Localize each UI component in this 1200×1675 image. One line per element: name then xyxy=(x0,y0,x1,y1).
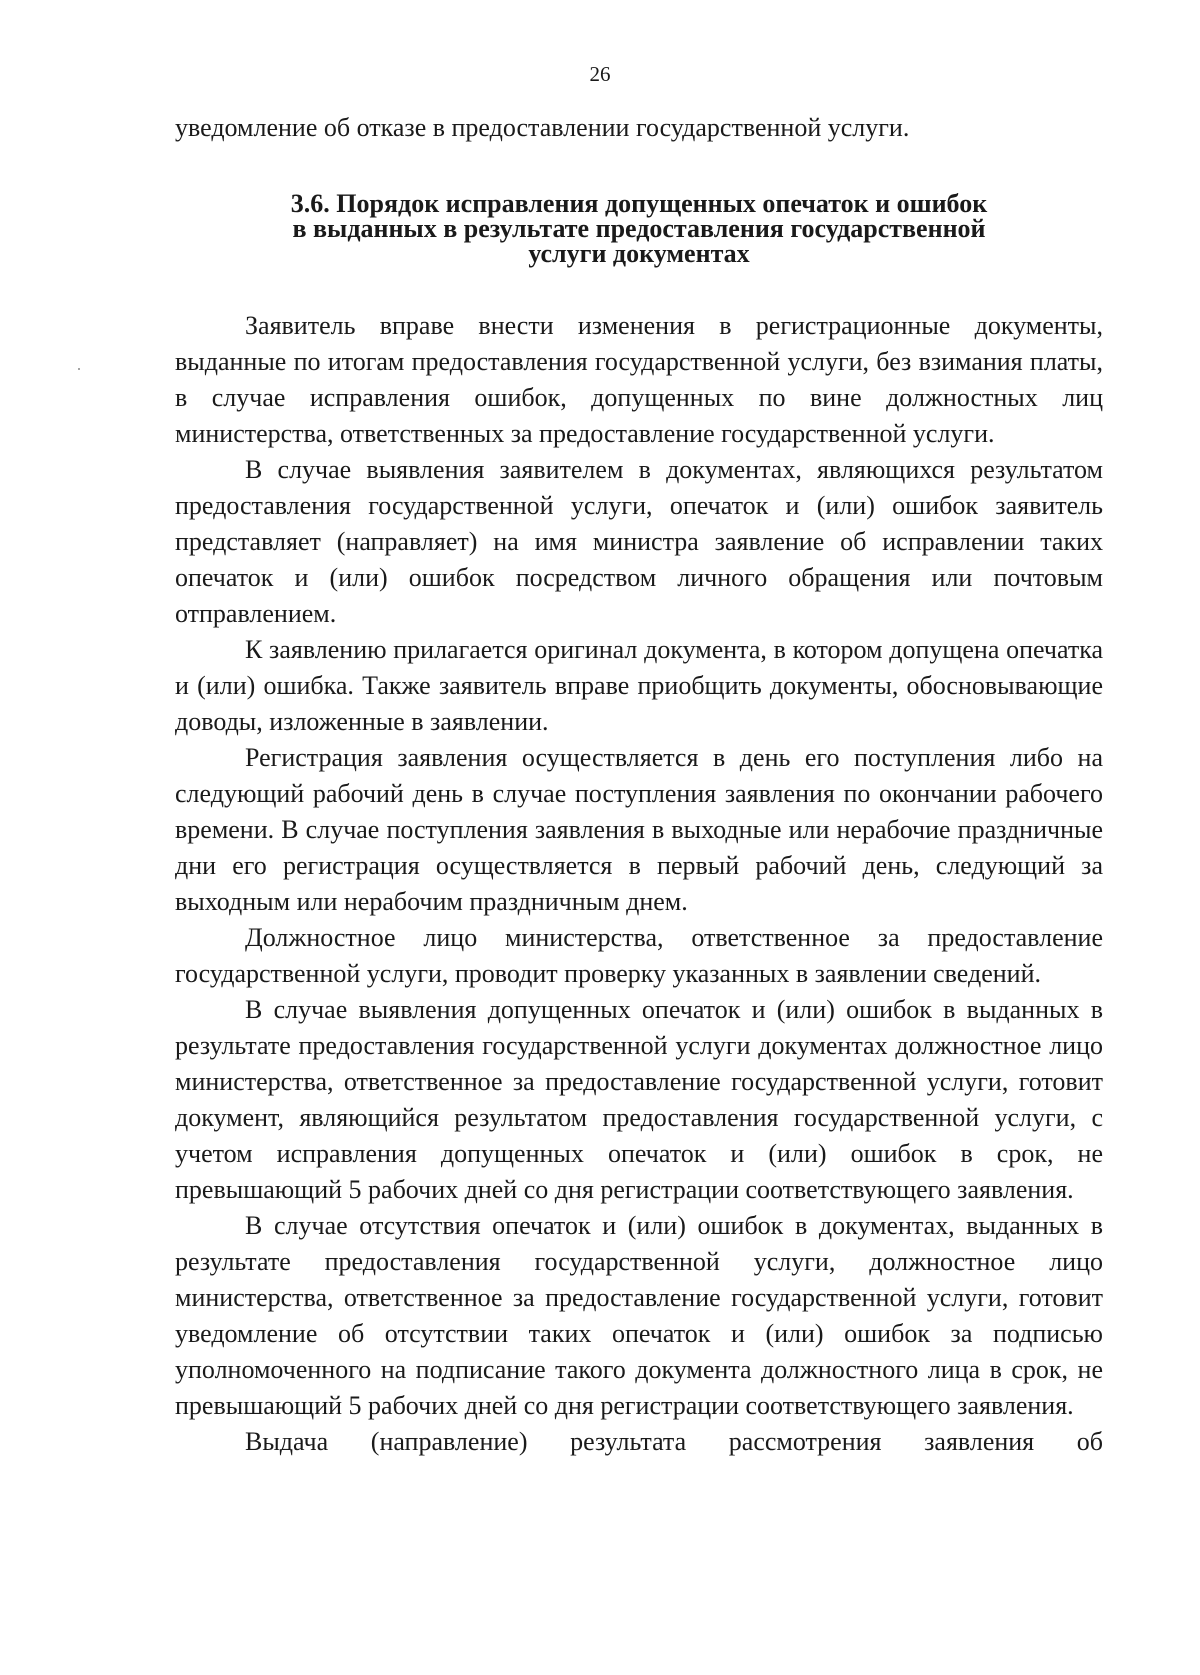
page-number: 26 xyxy=(589,62,611,86)
paragraph-1: Заявитель вправе внести изменения в регистрационные документы, выданные по итогам предоставления государственной услуги, без взимания платы, в случае исправления ошибок, допущенных по вине должностных лиц министерства, ответственных за предоставление государственной услуги. xyxy=(175,311,1103,448)
paragraph-6: В случае выявления допущенных опечаток и (или) ошибок в выданных в результате предоставления государственной услуги документах должностное лицо министерства, ответственное за предоставление государственной услуги, готовит документ, являющийся результатом предоставления государственной услуги, с учетом исправления допущенных опечаток и (или) ошибок в срок, не превышающий 5 рабочих дней со дня регистрации соответствующего заявления. xyxy=(175,995,1103,1204)
paragraph-8: Выдача (направление) результата рассмотрения заявления об xyxy=(245,1427,1103,1456)
section-heading-line-2: в выданных в результате предоставления государственной xyxy=(292,214,986,243)
section-heading-line-1: 3.6. Порядок исправления допущенных опечаток и ошибок xyxy=(290,189,988,218)
paragraph-3: К заявлению прилагается оригинал документа, в котором допущена опечатка и (или) ошибка. Также заявитель вправе приобщить документы, обосновывающие доводы, изложенные в заявлении. xyxy=(175,635,1103,736)
section-heading-line-3: услуги документах xyxy=(528,239,750,268)
scan-speck xyxy=(78,368,80,370)
intro-line: уведомление об отказе в предоставлении государственной услуги. xyxy=(175,113,910,142)
document-body xyxy=(175,110,1103,1460)
paragraph-2: В случае выявления заявителем в документах, являющихся результатом предоставления государственной услуги, опечаток и (или) ошибок заявитель представляет (направляет) на имя министра заявление об исправлении таких опечаток и (или) ошибок посредством личного обращения или почтовым отправлением. xyxy=(175,455,1103,628)
paragraph-5: Должностное лицо министерства, ответственное за предоставление государственной услуги, проводит проверку указанных в заявлении сведений. xyxy=(175,923,1103,988)
paragraph-7: В случае отсутствия опечаток и (или) ошибок в документах, выданных в результате предоставления государственной услуги, должностное лицо министерства, ответственное за предоставление государственной услуги, готовит уведомление об отсутствии таких опечаток и (или) ошибок за подписью уполномоченного на подписание такого документа должностного лица в срок, не превышающий 5 рабочих дней со дня регистрации соответствующего заявления. xyxy=(175,1211,1103,1420)
paragraph-4: Регистрация заявления осуществляется в день его поступления либо на следующий рабочий день в случае поступления заявления по окончании рабочего времени. В случае поступления заявления в выходные или нерабочие праздничные дни его регистрация осуществляется в первый рабочий день, следующий за выходным или нерабочим праздничным днем. xyxy=(175,743,1103,916)
section-heading xyxy=(175,191,1103,266)
